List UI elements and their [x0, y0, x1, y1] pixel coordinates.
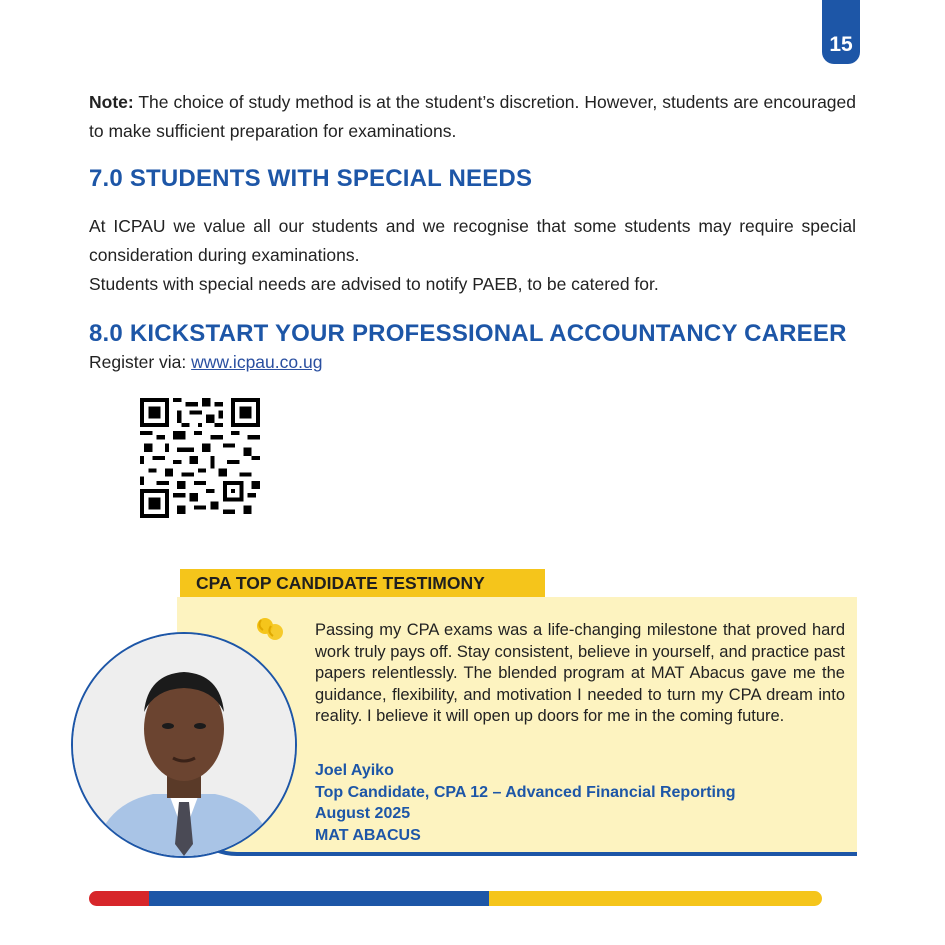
- testimony-quote: Passing my CPA exams was a life-changing milestone that proved hard work truly pays off. Stay consistent, believe in yourself, and practice past papers relentlessly. The blended program at MAT Abacus gave me the guidance, flexibility, and motivation I needed to turn my CPA dream into reality. I believe it will open up doors for me in the coming future.: [315, 621, 845, 725]
- note-text: The choice of study method is at the student’s discretion. However, students are encouraged to make sufficient preparation for examinations.: [89, 92, 856, 141]
- candidate-photo: [71, 632, 297, 858]
- note-label: Note:: [89, 92, 134, 112]
- candidate-title: Top Candidate, CPA 12 – Advanced Financial Reporting: [315, 783, 736, 801]
- portrait-icon: [73, 634, 295, 856]
- register-line: [89, 352, 322, 373]
- page-number-tab: [822, 0, 860, 64]
- section-7-paragraph-1: At ICPAU we value all our students and we recognise that some students may require special consideration during examinations.: [89, 216, 856, 265]
- section-8-heading: 8.0 KICKSTART YOUR PROFESSIONAL ACCOUNTANCY CAREER: [89, 320, 847, 347]
- register-link[interactable]: www.icpau.co.ug: [191, 352, 323, 372]
- candidate-date: August 2025: [315, 805, 411, 822]
- section-7-paragraph-2: Students with special needs are advised to notify PAEB, to be catered for.: [89, 274, 659, 294]
- section-7-heading: 7.0 STUDENTS WITH SPECIAL NEEDS: [89, 165, 533, 192]
- qr-code: [140, 398, 260, 518]
- register-label: Register via:: [89, 352, 192, 372]
- testimony-label: CPA TOP CANDIDATE TESTIMONY: [177, 569, 545, 597]
- quote-icon: [253, 612, 285, 644]
- candidate-organization: MAT ABACUS: [315, 826, 421, 844]
- footer-color-bar: [89, 891, 822, 906]
- note-paragraph: [89, 88, 856, 146]
- page-number: 15: [829, 33, 853, 56]
- testimony-attribution: [315, 760, 736, 846]
- candidate-name: Joel Ayiko: [315, 762, 394, 779]
